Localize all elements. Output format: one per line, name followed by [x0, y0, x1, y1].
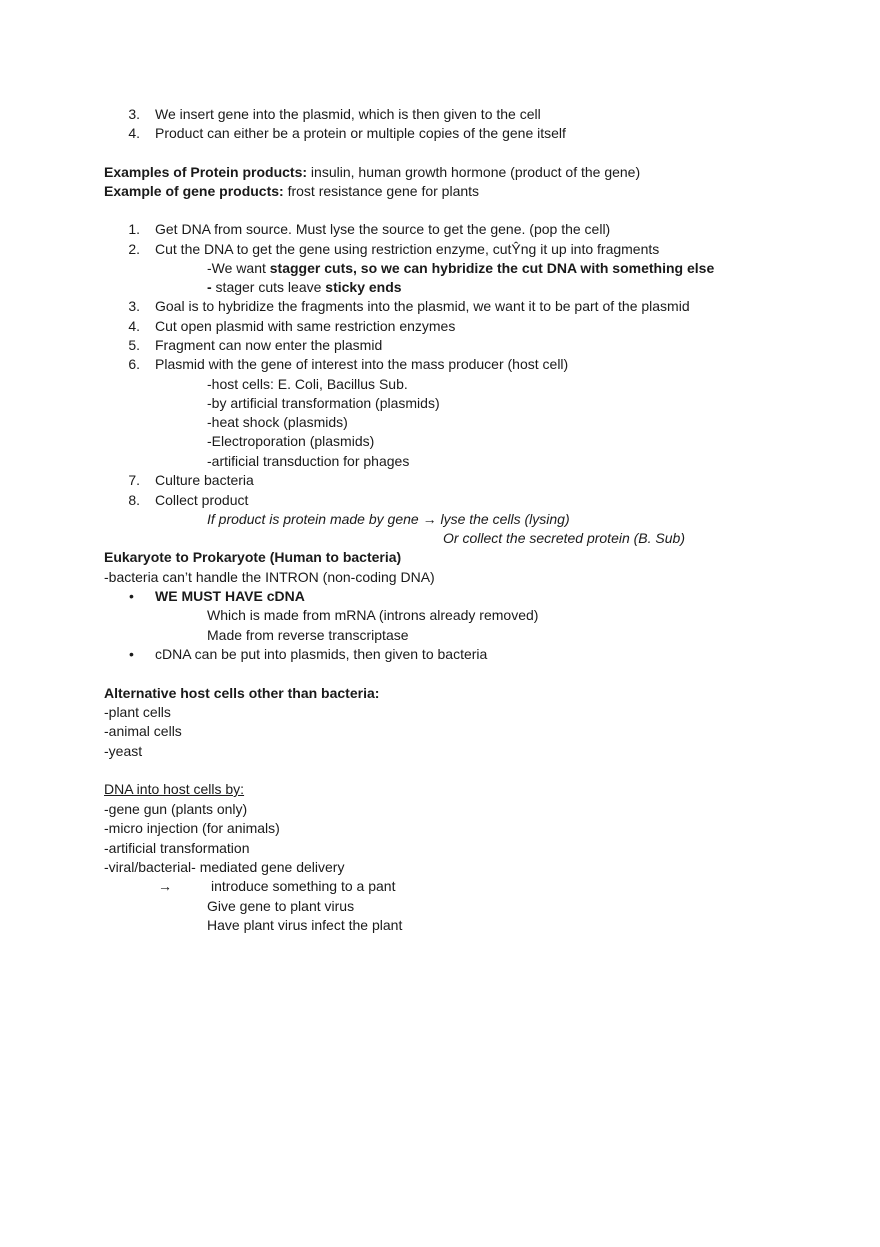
- step-6-sub: -by artificial transformation (plasmids): [207, 395, 440, 411]
- sub-text: -We want: [207, 260, 270, 276]
- list-number: 3.: [128, 298, 140, 314]
- step-6-sub: -host cells: E. Coli, Bacillus Sub.: [207, 376, 408, 392]
- step-8-sub-lyse: [207, 510, 570, 529]
- list-text: Plasmid with the gene of interest into the mass producer (host cell): [155, 356, 569, 372]
- list-number: 8.: [128, 492, 140, 508]
- list-number: 4.: [128, 318, 140, 334]
- bullet-text: cDNA can be put into plasmids, then given to bacteria: [155, 646, 488, 662]
- step-6-sub: -heat shock (plasmids): [207, 414, 348, 430]
- list-text: Collect product: [155, 492, 249, 508]
- step-8-sub-secreted: Or collect the secreted protein (B. Sub): [443, 530, 685, 546]
- list-text: Get DNA from source. Must lyse the source to get the gene. (pop the cell): [155, 221, 611, 237]
- list-text: Goal is to hybridize the fragments into the plasmid, we want it to be part of the plasmid: [155, 298, 690, 314]
- alt-host-heading: Alternative host cells other than bacteria:: [104, 685, 380, 701]
- dna-delivery-item: -micro injection (for animals): [104, 820, 280, 836]
- step-6-sub: -Electroporation (plasmids): [207, 433, 375, 449]
- sub-text-bold: stagger cuts, so we can hybridize the cut DNA with something else: [269, 260, 715, 276]
- sub-text-bold: sticky ends: [325, 279, 402, 295]
- list-number: 6.: [128, 356, 140, 372]
- alt-host-item: -animal cells: [104, 723, 182, 739]
- protein-examples-text: insulin, human growth hormone (product of the gene): [307, 164, 641, 180]
- alt-host-item: -yeast: [104, 743, 143, 759]
- step-6-sub: -artificial transduction for phages: [207, 453, 410, 469]
- bullet-sub: Made from reverse transcriptase: [207, 627, 409, 643]
- dna-delivery-item: -gene gun (plants only): [104, 801, 248, 817]
- dna-delivery-sub: Have plant virus infect the plant: [207, 917, 403, 933]
- bullet-icon: •: [129, 588, 134, 604]
- dna-delivery-item: -artificial transformation: [104, 840, 250, 856]
- sub-text: stager cuts leave: [211, 279, 326, 295]
- list-text: Cut the DNA to get the gene using restriction enzyme, cutŶng it up into fragments: [155, 241, 660, 257]
- gene-examples-text: frost resistance gene for plants: [283, 183, 480, 199]
- alt-host-item: -plant cells: [104, 704, 171, 720]
- protein-examples: [104, 163, 640, 182]
- gene-examples-label: Example of gene products:: [104, 183, 284, 199]
- dna-delivery-heading: DNA into host cells by:: [104, 781, 245, 797]
- bullet-icon: •: [129, 646, 134, 662]
- dna-delivery-sub: Give gene to plant virus: [207, 898, 355, 914]
- list-number: 4.: [128, 125, 140, 141]
- dna-delivery-item: -viral/bacterial- mediated gene delivery: [104, 859, 345, 875]
- list-number: 5.: [128, 337, 140, 353]
- list-text: Culture bacteria: [155, 472, 254, 488]
- sub-text: introduce something to a pant: [211, 878, 396, 894]
- bullet-sub: Which is made from mRNA (introns already removed): [207, 607, 539, 623]
- list-text: Fragment can now enter the plasmid: [155, 337, 383, 353]
- list-number: 2.: [128, 241, 140, 257]
- list-number: 1.: [128, 221, 140, 237]
- right-arrow-icon: →: [158, 878, 172, 894]
- list-text: We insert gene into the plasmid, which is then given to the cell: [155, 106, 541, 122]
- sub-text: If product is protein made by gene: [207, 511, 423, 527]
- sub-dash: -: [207, 279, 212, 295]
- eukaryote-line: -bacteria can’t handle the INTRON (non-coding DNA): [104, 569, 435, 585]
- step-2-sub-stagger: [207, 259, 714, 278]
- list-number: 3.: [128, 106, 140, 122]
- bullet-text: WE MUST HAVE cDNA: [155, 588, 305, 604]
- protein-examples-label: Examples of Protein products:: [104, 164, 308, 180]
- sub-text: lyse the cells (lysing): [436, 511, 570, 527]
- gene-examples: [104, 182, 479, 201]
- right-arrow-icon: →: [422, 511, 437, 527]
- list-number: 7.: [128, 472, 140, 488]
- list-text: Cut open plasmid with same restriction enzymes: [155, 318, 456, 334]
- step-2-sub-sticky: [207, 278, 402, 297]
- eukaryote-heading: Eukaryote to Prokaryote (Human to bacteria): [104, 549, 402, 565]
- list-text: Product can either be a protein or multiple copies of the gene itself: [155, 125, 566, 141]
